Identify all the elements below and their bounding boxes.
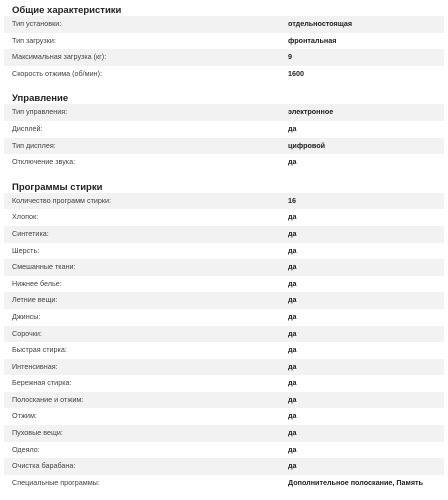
spec-label: Специальные программы:: [12, 477, 100, 487]
spec-label: Отжим:: [12, 411, 37, 421]
spec-value: да: [288, 328, 297, 338]
section-control: [4, 88, 444, 170]
spec-value: 1600: [288, 68, 304, 78]
spec-value: электронное: [288, 107, 334, 117]
spec-value: да: [288, 123, 297, 133]
spec-row: [4, 326, 444, 343]
spec-row: [4, 359, 444, 376]
spec-value: 16: [288, 195, 296, 205]
spec-label: Синтетика:: [12, 228, 49, 238]
spec-value: да: [288, 394, 297, 404]
spec-label: Бережная стирка:: [12, 378, 72, 388]
spec-label: Тип дисплея:: [12, 140, 56, 150]
spec-row: [4, 121, 444, 138]
section-rows: [4, 193, 444, 492]
spec-row: [4, 475, 444, 492]
spec-label: Быстрая стирка:: [12, 345, 67, 355]
spec-row: [4, 16, 444, 33]
spec-row: [4, 309, 444, 326]
spec-label: Тип установки:: [12, 19, 62, 28]
spec-value: фронтальная: [288, 35, 337, 45]
spec-label: Хлопок:: [12, 212, 39, 222]
spec-row: [4, 138, 444, 155]
section-title: Управление: [12, 93, 69, 105]
spec-value: цифровой: [288, 140, 326, 150]
spec-value: да: [288, 295, 297, 305]
spec-row: [4, 342, 444, 359]
spec-value: да: [288, 157, 297, 167]
spec-value: да: [288, 411, 297, 421]
spec-row: [4, 442, 444, 459]
spec-label: Дисплей:: [12, 123, 43, 133]
spec-row: [4, 33, 444, 50]
spec-label: Джинсы:: [12, 311, 41, 321]
spec-label: Количество программ стирки:: [12, 195, 112, 205]
spec-row: [4, 209, 444, 226]
spec-row: [4, 425, 444, 442]
spec-row: [4, 292, 444, 309]
spec-label: Очистка барабана:: [12, 461, 76, 471]
spec-label: Тип загрузки:: [12, 35, 56, 45]
spec-row: [4, 243, 444, 260]
spec-label: Летние вещи:: [12, 295, 58, 305]
spec-value: да: [288, 245, 297, 255]
spec-value: да: [288, 228, 297, 238]
spec-row: [4, 49, 444, 66]
spec-label: Одеяло:: [12, 444, 40, 454]
spec-value: да: [288, 262, 297, 272]
spec-label: Смешанные ткани:: [12, 262, 76, 272]
section-general: [4, 0, 444, 82]
spec-value: да: [288, 345, 297, 355]
spec-value: да: [288, 278, 297, 288]
spec-label: Максимальная загрузка (кг):: [12, 52, 107, 62]
section-title: Программы стирки: [12, 181, 103, 193]
spec-value: да: [288, 378, 297, 388]
spec-row: [4, 193, 444, 210]
spec-label: Шерсть:: [12, 245, 40, 255]
spec-value: да: [288, 212, 297, 222]
spec-label: Отключение звука:: [12, 157, 76, 167]
section-rows: [4, 16, 444, 82]
spec-label: Полоскание и отжим:: [12, 394, 84, 404]
spec-value: Дополнительное полоскание, Память: [288, 477, 423, 487]
spec-value: да: [288, 428, 297, 438]
spec-row: [4, 276, 444, 293]
section-title: Общие характеристики: [12, 5, 122, 16]
section-rows: [4, 104, 444, 170]
spec-row: [4, 104, 444, 121]
spec-label: Скорость отжима (об/мин):: [12, 68, 102, 78]
section-wash-programs: [4, 177, 444, 492]
spec-row: [4, 392, 444, 409]
spec-row: [4, 154, 444, 171]
spec-label: Пуховые вещи:: [12, 428, 63, 438]
spec-label: Тип управления:: [12, 107, 68, 117]
spec-value: да: [288, 361, 297, 371]
spec-row: [4, 226, 444, 243]
spec-value: 9: [288, 52, 292, 62]
spec-value: отдельностоящая: [288, 19, 353, 28]
spec-value: да: [288, 311, 297, 321]
spec-value: да: [288, 444, 297, 454]
spec-row: [4, 458, 444, 475]
spec-row: [4, 375, 444, 392]
spec-row: [4, 66, 444, 83]
spec-row: [4, 259, 444, 276]
spec-label: Сорочки:: [12, 328, 42, 338]
spec-label: Интенсивная:: [12, 361, 58, 371]
spec-value: да: [288, 461, 297, 471]
spec-row: [4, 408, 444, 425]
spec-label: Нижнее белье:: [12, 278, 62, 288]
